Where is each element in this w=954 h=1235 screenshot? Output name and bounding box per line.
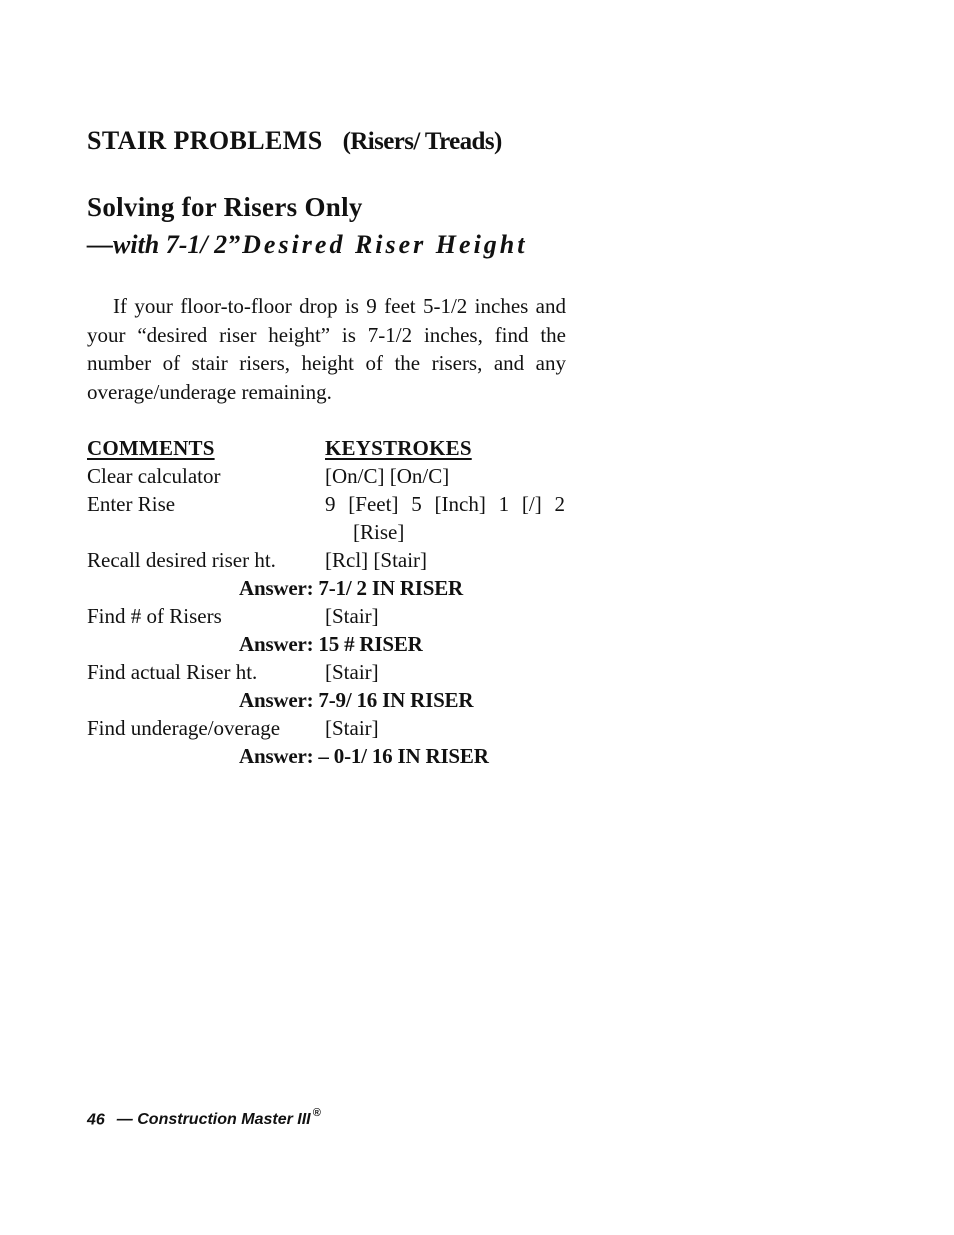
answer-display [239, 742, 489, 770]
section-title-main: STAIR PROBLEMS [87, 126, 323, 155]
book-title: — Construction Master III [116, 1111, 311, 1129]
step-keys [325, 490, 565, 546]
step-keys: [Stair] [325, 660, 379, 684]
answer-row [87, 574, 567, 602]
step-keys: [Stair] [325, 716, 379, 740]
answer-value: 7-9/ 16 IN RISER [318, 688, 474, 712]
table-row [87, 602, 567, 630]
table-header-row [87, 434, 567, 462]
step-comment: Enter Rise [87, 492, 176, 516]
page-footer [87, 1109, 321, 1129]
table-row [87, 490, 567, 546]
step-keys: [On/C] [On/C] [325, 464, 450, 488]
step-keys: [Rcl] [Stair] [325, 548, 428, 572]
section-title-sub: (Risers/ Treads) [342, 128, 502, 155]
step-comment: Find # of Risers [87, 604, 222, 628]
step-comment: Find actual Riser ht. [87, 660, 258, 684]
step-comment: Clear calculator [87, 464, 221, 488]
step-keys: [Stair] [325, 604, 379, 628]
subtitle-line-2 [87, 230, 527, 260]
answer-display [239, 630, 423, 658]
subtitle-line-2-spaced: Desired Riser Height [242, 230, 528, 259]
section-title [87, 126, 502, 156]
answer-label: Answer: [239, 632, 314, 656]
answer-row [87, 742, 567, 770]
table-row [87, 546, 567, 574]
answer-row [87, 630, 567, 658]
keystrokes-header: KEYSTROKES [325, 436, 472, 460]
step-comment: Find underage/overage [87, 716, 281, 740]
subtitle-line-2-lead: —with 7-1/ 2” [87, 230, 241, 259]
step-keys-line: 9 [Feet] 5 [Inch] 1 [/] 2 [325, 492, 565, 516]
subtitle-line-1: Solving for Risers Only [87, 192, 363, 222]
step-comment: Recall desired riser ht. [87, 548, 276, 572]
table-row [87, 714, 567, 742]
step-keys-continuation: [Rise] [353, 520, 405, 544]
intro-paragraph: If your floor-to-floor drop is 9 feet 5-1/2 inches and your “desired riser height” is 7-1/2 inches, find the number of stair risers, height of the risers, and any overage/underage remaining. [87, 294, 566, 404]
page-number: 46 [87, 1111, 105, 1129]
answer-display [239, 574, 463, 602]
keystroke-table [87, 434, 567, 770]
table-row [87, 462, 567, 490]
answer-label: Answer: [239, 744, 314, 768]
answer-label: Answer: [239, 688, 314, 712]
answer-value: 15 # RISER [318, 632, 423, 656]
table-row [87, 658, 567, 686]
answer-value: 7-1/ 2 IN RISER [318, 576, 464, 600]
answer-value: – 0-1/ 16 IN RISER [318, 744, 489, 768]
comments-header: COMMENTS [87, 436, 215, 460]
answer-label: Answer: [239, 576, 314, 600]
answer-row [87, 686, 567, 714]
answer-display [239, 686, 473, 714]
registered-mark: ® [312, 1107, 321, 1119]
